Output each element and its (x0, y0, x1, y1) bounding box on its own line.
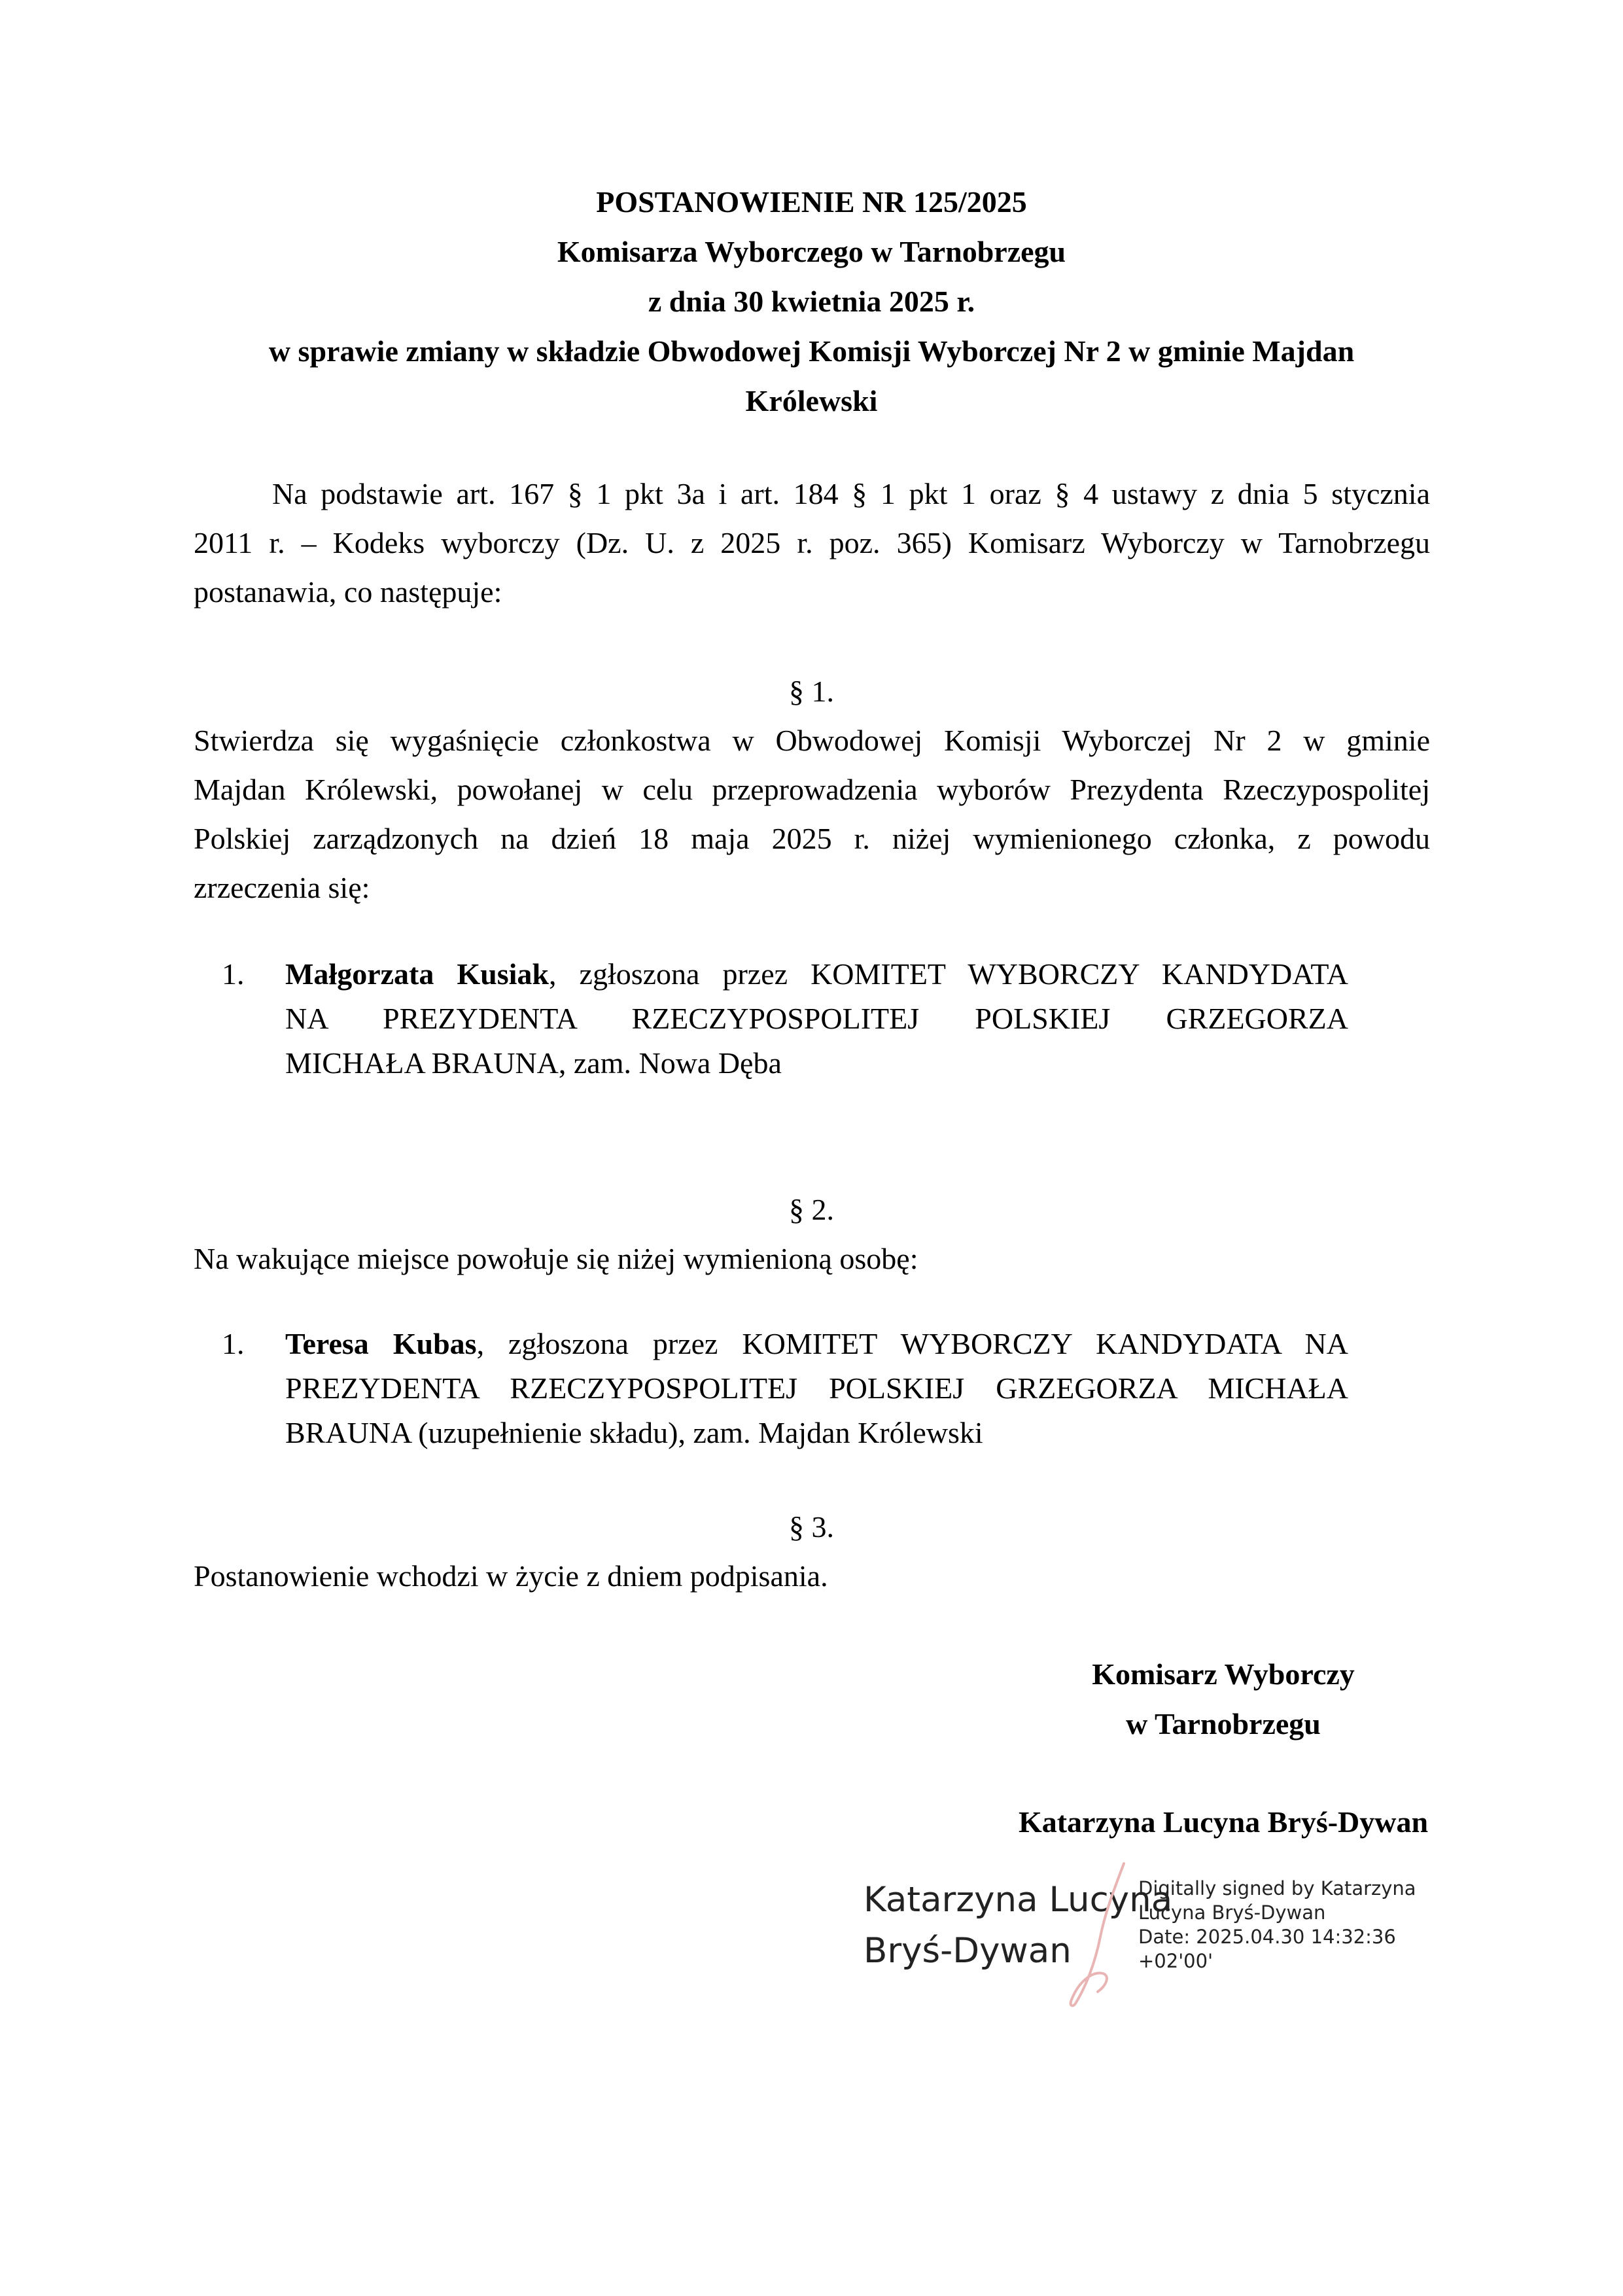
subject-line-2: Królewski (745, 384, 878, 417)
section-2-text: Na wakujące miejsce powołuje się niżej wymienioną osobę: (194, 1242, 918, 1275)
section-1-line-2: Majdan Królewski, powołanej w celu przeprowadzenia wyborów Prezydenta Rzeczypospolitej (194, 773, 1430, 806)
digital-signature-timezone: +02'00' (1138, 1950, 1213, 1972)
section-2-item-line-3: BRAUNA (uzupełnienie składu), zam. Majdan Królewski (285, 1416, 983, 1449)
preamble-line-1: Na podstawie art. 167 § 1 pkt 3a i art. 184 § 1 pkt 1 oraz § 4 ustawy z dnia 5 stycznia (272, 477, 1430, 510)
digital-signature-info (1138, 1877, 1416, 1973)
signatory-title-2: w Tarnobrzegu (1126, 1707, 1321, 1740)
section-2-item-line-2: PREZYDENTA RZECZYPOSPOLITEJ POLSKIEJ GRZEGORZA MICHAŁA (285, 1371, 1348, 1405)
signatory-title-1: Komisarz Wyborczy (1092, 1657, 1355, 1691)
section-1-item-number: 1. (222, 957, 245, 991)
document-number: POSTANOWIENIE NR 125/2025 (596, 185, 1027, 219)
section-1-item-line-1 (285, 957, 1348, 992)
document-date: z dnia 30 kwietnia 2025 r. (648, 285, 975, 318)
section-2-item-line-1-rest: , zgłoszona przez KOMITET WYBORCZY KANDYDATA NA (476, 1327, 1348, 1360)
section-1-symbol: § 1. (789, 675, 834, 708)
section-1-item-line-2: NA PREZYDENTA RZECZYPOSPOLITEJ POLSKIEJ GRZEGORZA (285, 1002, 1348, 1035)
removed-member-name: Małgorzata Kusiak (285, 957, 549, 991)
section-1-line-1: Stwierdza się wygaśnięcie członkostwa w Obwodowej Komisji Wyborczej Nr 2 w gminie (194, 724, 1430, 757)
issuer: Komisarza Wyborczego w Tarnobrzegu (557, 235, 1066, 268)
digital-signature-name-line-2: Bryś-Dywan (864, 1931, 1072, 1971)
digital-signature-name-line-1: Katarzyna Lucyna (864, 1880, 1173, 1920)
appointed-member-name: Teresa Kubas (285, 1327, 477, 1360)
section-2-symbol: § 2. (789, 1193, 834, 1226)
digital-signature-info-line-2: Lucyna Bryś-Dywan (1138, 1901, 1326, 1924)
digital-signature-info-line-1: Digitally signed by Katarzyna (1138, 1877, 1416, 1899)
digital-signature-date: Date: 2025.04.30 14:32:36 (1138, 1926, 1396, 1948)
signatory-name: Katarzyna Lucyna Bryś-Dywan (1018, 1805, 1429, 1839)
section-3-text: Postanowienie wchodzi w życie z dniem podpisania. (194, 1559, 828, 1593)
section-2-item-line-1 (285, 1326, 1348, 1362)
signature-mark-icon (1060, 1858, 1138, 2009)
preamble-line-2: 2011 r. – Kodeks wyborczy (Dz. U. z 2025 r. poz. 365) Komisarz Wyborczy w Tarnobrzegu (194, 526, 1430, 559)
section-3-symbol: § 3. (789, 1510, 834, 1544)
section-1-line-3: Polskiej zarządzonych na dzień 18 maja 2025 r. niżej wymienionego członka, z powodu (194, 822, 1430, 855)
subject-line-1: w sprawie zmiany w składzie Obwodowej Komisji Wyborczej Nr 2 w gminie Majdan (268, 334, 1355, 368)
section-1-line-4: zrzeczenia się: (194, 871, 370, 904)
section-1-item-line-1-rest: , zgłoszona przez KOMITET WYBORCZY KANDYDATA (549, 957, 1348, 991)
section-2-item-number: 1. (222, 1327, 245, 1360)
preamble-line-3: postanawia, co następuje: (194, 575, 502, 609)
section-1-item-line-3: MICHAŁA BRAUNA, zam. Nowa Dęba (285, 1046, 782, 1080)
